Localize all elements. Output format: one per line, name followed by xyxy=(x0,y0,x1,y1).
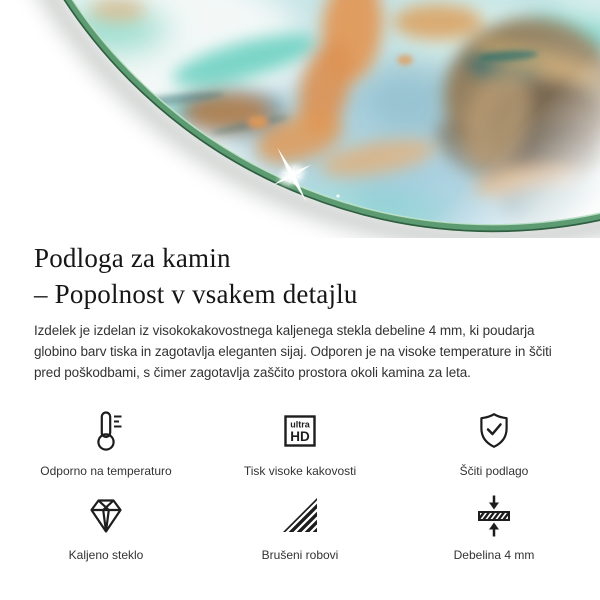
feature-print-quality xyxy=(203,409,397,478)
feature-label: Tisk visoke kakovosti xyxy=(243,464,357,478)
hd-text: HD xyxy=(290,429,310,444)
product-description: Izdelek je izdelan iz visokokakovostnega kaljenega stekla debeline 4 mm, ki poudarja globino barv tiska in zagotavlja eleganten sijaj. Odporen je na visoke temperature in ščiti pred poškodbami, s čimer zagotavlja zaščito prostora okoli kamina za leta. xyxy=(34,323,552,380)
feature-label: Debelina 4 mm xyxy=(453,548,535,562)
feature-tempered-glass xyxy=(9,493,203,562)
feature-protection xyxy=(397,409,591,478)
thickness-arrows-icon xyxy=(472,493,516,537)
product-photo xyxy=(0,0,600,238)
ultra-hd-icon xyxy=(278,409,322,453)
title-line-2: – Popolnost v vsakem detajlu xyxy=(34,279,358,309)
feature-label: Kaljeno steklo xyxy=(68,548,144,562)
thermometer-icon xyxy=(84,409,128,453)
diamond-icon xyxy=(84,493,128,537)
beveled-edges-icon xyxy=(278,493,322,537)
product-info xyxy=(0,240,600,383)
feature-beveled-edges xyxy=(203,493,397,562)
feature-temperature xyxy=(9,409,203,478)
feature-label: Ščiti podlago xyxy=(459,464,529,478)
feature-thickness xyxy=(397,493,591,562)
page-title xyxy=(34,240,566,312)
feature-label: Brušeni robovi xyxy=(261,548,339,562)
features-grid xyxy=(9,409,591,562)
ultra-text: ultra xyxy=(290,419,310,430)
title-line-1: Podloga za kamin xyxy=(34,243,231,273)
shield-check-icon xyxy=(472,409,516,453)
small-glint xyxy=(336,194,339,197)
feature-label: Odporno na temperaturo xyxy=(40,464,172,478)
